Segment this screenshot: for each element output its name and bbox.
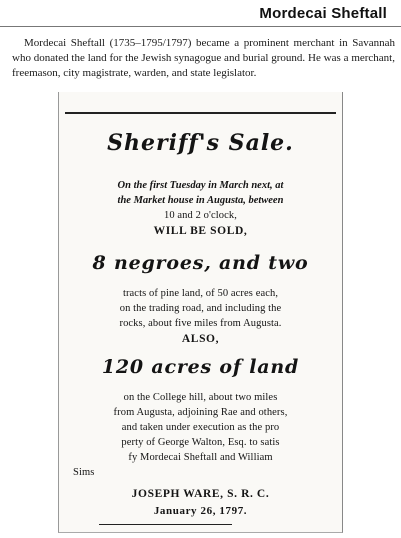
bottom-rule [99,524,232,525]
notice-signature: JOSEPH WARE, S. R. C. [131,488,270,500]
notice-line: On the first Tuesday in March next, at [117,180,284,191]
notice-line: Sims [73,467,95,478]
notice-line: from Augusta, adjoining Rae and others, [113,407,288,418]
notice-line: ALSO, [181,333,220,345]
notice-line: perty of George Walton, Esq. to satis [121,437,280,448]
notice-heading: Sheriff's Sale. [107,130,294,156]
notice-line: tracts of pine land, of 50 acres each, [122,288,279,299]
header-divider [0,26,401,27]
notice-line: on the College hill, about two miles [123,392,278,403]
notice-line: the Market house in Augusta, between [117,195,284,206]
page-title: Mordecai Sheftall [259,5,387,22]
notice-date: January 26, 1797. [153,505,248,517]
newspaper-clipping [58,92,343,533]
notice-line: rocks, about five miles from Augusta. [119,318,282,329]
top-rule [65,112,336,114]
notice-line: fy Mordecai Sheftall and William [128,452,273,463]
notice-line: 10 and 2 o'clock, [164,210,237,221]
notice-line: and taken under execution as the pro [121,422,280,433]
intro-paragraph: Mordecai Sheftall (1735–1795/1797) became a prominent merchant in Savannah who donated the land for the Jewish synagogue and burial ground. He was a merchant, freemason, city magistrate, warden, and state legislator. [12,37,395,79]
notice-line: on the trading road, and including the [119,303,282,314]
notice-line: WILL BE SOLD, [153,225,248,237]
notice-subheading: 120 acres of land [101,356,300,378]
notice-subheading: 8 negroes, and two [92,252,309,274]
